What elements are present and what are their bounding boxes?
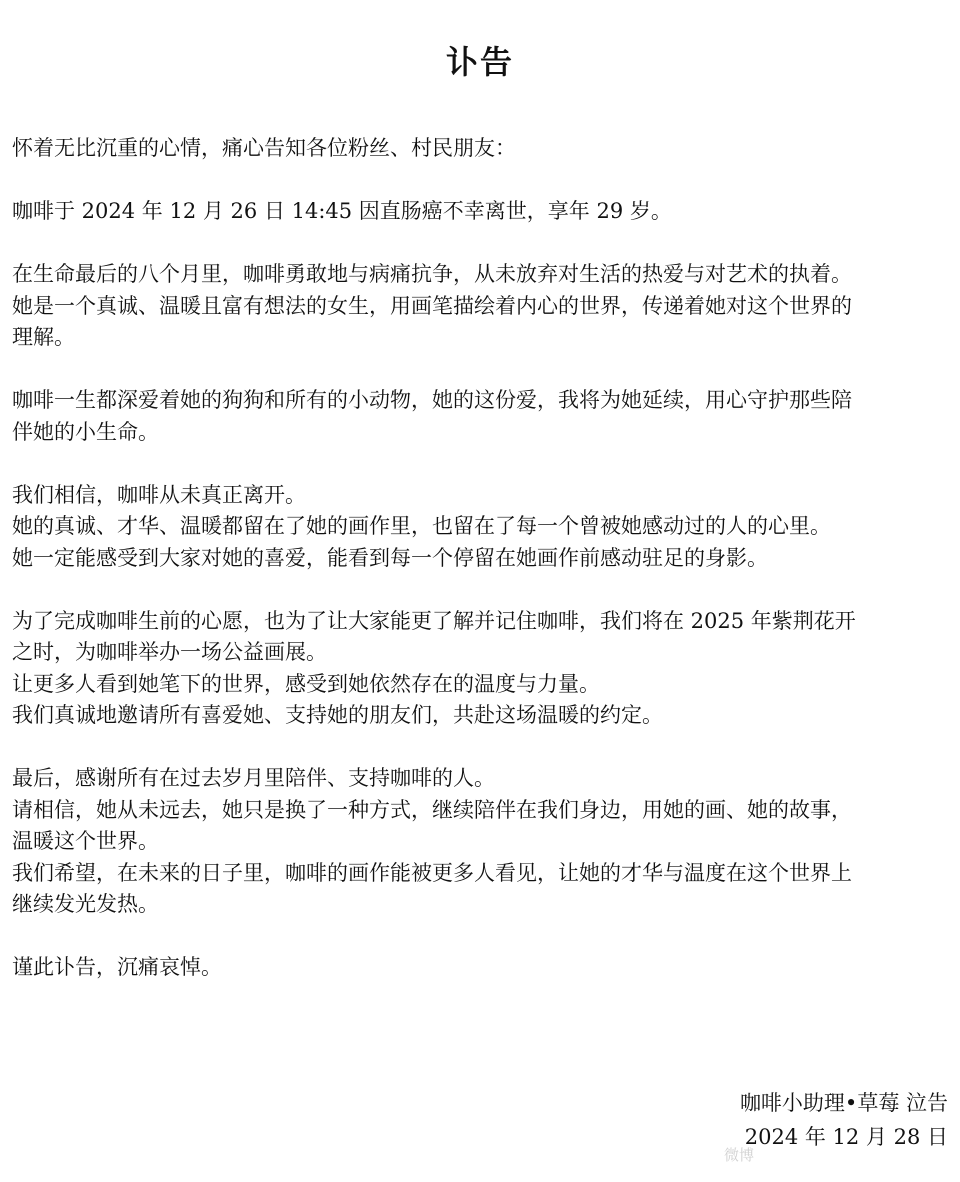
- text-line: 温暖这个世界。: [12, 829, 159, 853]
- text-line: 谨此讣告，沉痛哀悼。: [12, 955, 222, 979]
- text-line: 我们真诚地邀请所有喜爱她、支持她的朋友们，共赴这场温暖的约定。: [12, 703, 663, 727]
- paragraph-belief: [12, 480, 948, 575]
- paragraph-closing: [12, 952, 948, 984]
- weibo-watermark: [724, 1138, 952, 1172]
- text-line: 咖啡一生都深爱着她的狗狗和所有的小动物，她的这份爱，我将为她延续，用心守护那些陪: [12, 388, 852, 412]
- paragraph-announcement: [12, 196, 948, 228]
- text-line: 在生命最后的八个月里，咖啡勇敢地与病痛抗争，从未放弃对生活的热爱与对艺术的执着。: [12, 262, 852, 286]
- paragraph-exhibition: [12, 606, 948, 732]
- obituary-body: [12, 133, 948, 1015]
- text-line: 她一定能感受到大家对她的喜爱，能看到每一个停留在她画作前感动驻足的身影。: [12, 545, 768, 570]
- text-line: 咖啡于 2024 年 12 月 26 日 14:45 因直肠癌不幸离世，享年 29 岁。: [12, 199, 672, 223]
- text-line: 我们相信，咖啡从未真正离开。: [12, 482, 306, 507]
- paragraph-animals: [12, 385, 948, 448]
- signature-date: 2024 年 12 月 28 日: [744, 1125, 948, 1149]
- page-title: 讣告: [445, 43, 514, 81]
- text-line: 最后，感谢所有在过去岁月里陪伴、支持咖啡的人。: [12, 766, 495, 790]
- text-line: 为了完成咖啡生前的心愿，也为了让大家能更了解并记住咖啡，我们将在 2025 年紫荆花开: [12, 608, 856, 633]
- signature-author: 咖啡小助理•草莓 泣告: [739, 1091, 948, 1115]
- paragraph-final-months: [12, 259, 948, 354]
- watermark-text: 微博: [724, 1146, 755, 1164]
- text-line: 让更多人看到她笔下的世界，感受到她依然存在的温度与力量。: [12, 671, 600, 696]
- text-line: 理解。: [12, 325, 75, 349]
- text-line: 之时，为咖啡举办一场公益画展。: [12, 640, 327, 664]
- text-line: 她的真诚、才华、温暖都留在了她的画作里，也留在了每一个曾被她感动过的人的心里。: [12, 514, 831, 538]
- text-line: 怀着无比沉重的心情，痛心告知各位粉丝、村民朋友：: [12, 136, 516, 160]
- text-line: 我们希望，在未来的日子里，咖啡的画作能被更多人看见，让她的才华与温度在这个世界上: [12, 860, 852, 885]
- text-line: 继续发光发热。: [12, 892, 159, 916]
- paragraph-greeting: [12, 133, 948, 165]
- paragraph-thanks: [12, 763, 948, 921]
- text-line: 她是一个真诚、温暖且富有想法的女生，用画笔描绘着内心的世界，传递着她对这个世界的: [12, 293, 852, 318]
- text-line: 请相信，她从未远去，她只是换了一种方式，继续陪伴在我们身边，用她的画、她的故事，: [12, 797, 852, 822]
- text-line: 伴她的小生命。: [12, 419, 159, 444]
